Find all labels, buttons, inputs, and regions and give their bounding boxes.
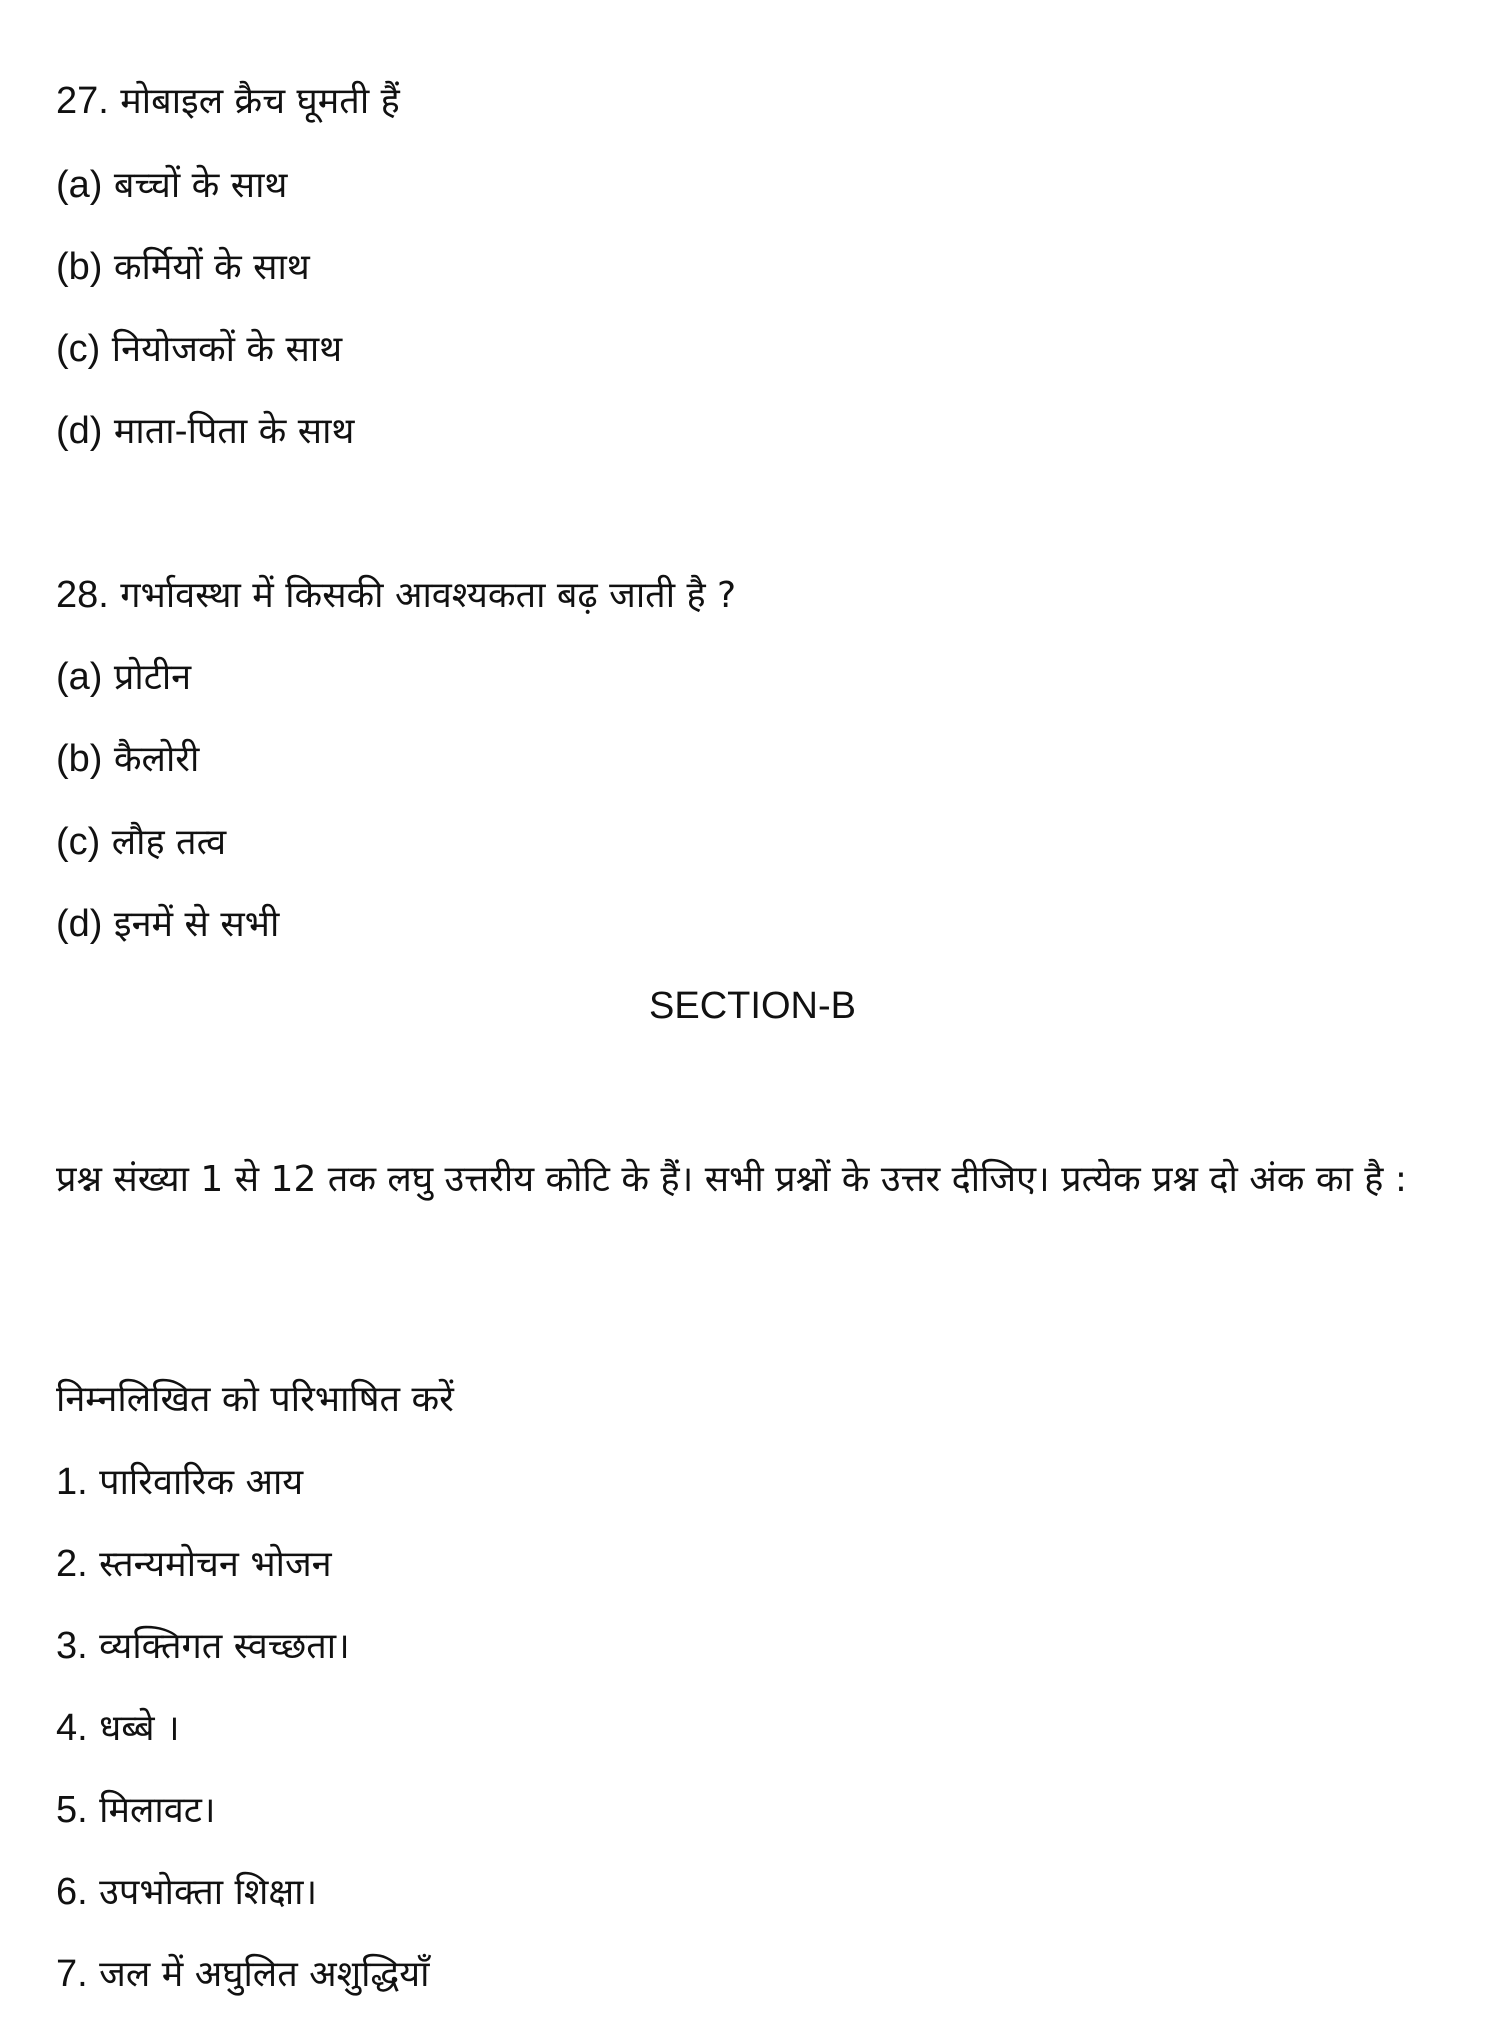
option-d: (d) इनमें से सभी xyxy=(56,903,280,945)
list-item: 4. धब्बे । xyxy=(56,1707,180,1749)
question-27-stem: 27. मोबाइल क्रैच घूमती हैं xyxy=(56,80,400,122)
list-item: 5. मिलावट। xyxy=(56,1789,216,1831)
section-instructions: प्रश्न संख्या 1 से 12 तक लघु उत्तरीय कोटि के हैं। सभी प्रश्नों के उत्तर दीजिए। प्रत्येक प्रश्न दो अंक का है : xyxy=(56,1159,1408,1200)
question-28-stem: 28. गर्भावस्था में किसकी आवश्यकता बढ़ जाती है ? xyxy=(56,574,737,616)
list-item: 7. जल में अघुलित अशुद्धियाँ xyxy=(56,1953,430,1995)
option-b: (b) कर्मियों के साथ xyxy=(56,246,310,288)
option-a: (a) प्रोटीन xyxy=(56,656,192,698)
option-d: (d) माता-पिता के साथ xyxy=(56,410,355,452)
option-c: (c) नियोजकों के साथ xyxy=(56,328,343,370)
option-b: (b) कैलोरी xyxy=(56,738,200,780)
list-item: 2. स्तन्यमोचन भोजन xyxy=(56,1543,332,1585)
option-a: (a) बच्चों के साथ xyxy=(56,164,288,206)
option-c: (c) लौह तत्व xyxy=(56,821,227,863)
list-item: 1. पारिवारिक आय xyxy=(56,1461,304,1503)
list-item: 6. उपभोक्ता शिक्षा। xyxy=(56,1871,318,1913)
section-heading: SECTION-B xyxy=(649,985,856,1027)
define-prompt: निम्नलिखित को परिभाषित करें xyxy=(56,1379,454,1420)
list-item: 3. व्यक्तिगत स्वच्छता। xyxy=(56,1625,350,1667)
